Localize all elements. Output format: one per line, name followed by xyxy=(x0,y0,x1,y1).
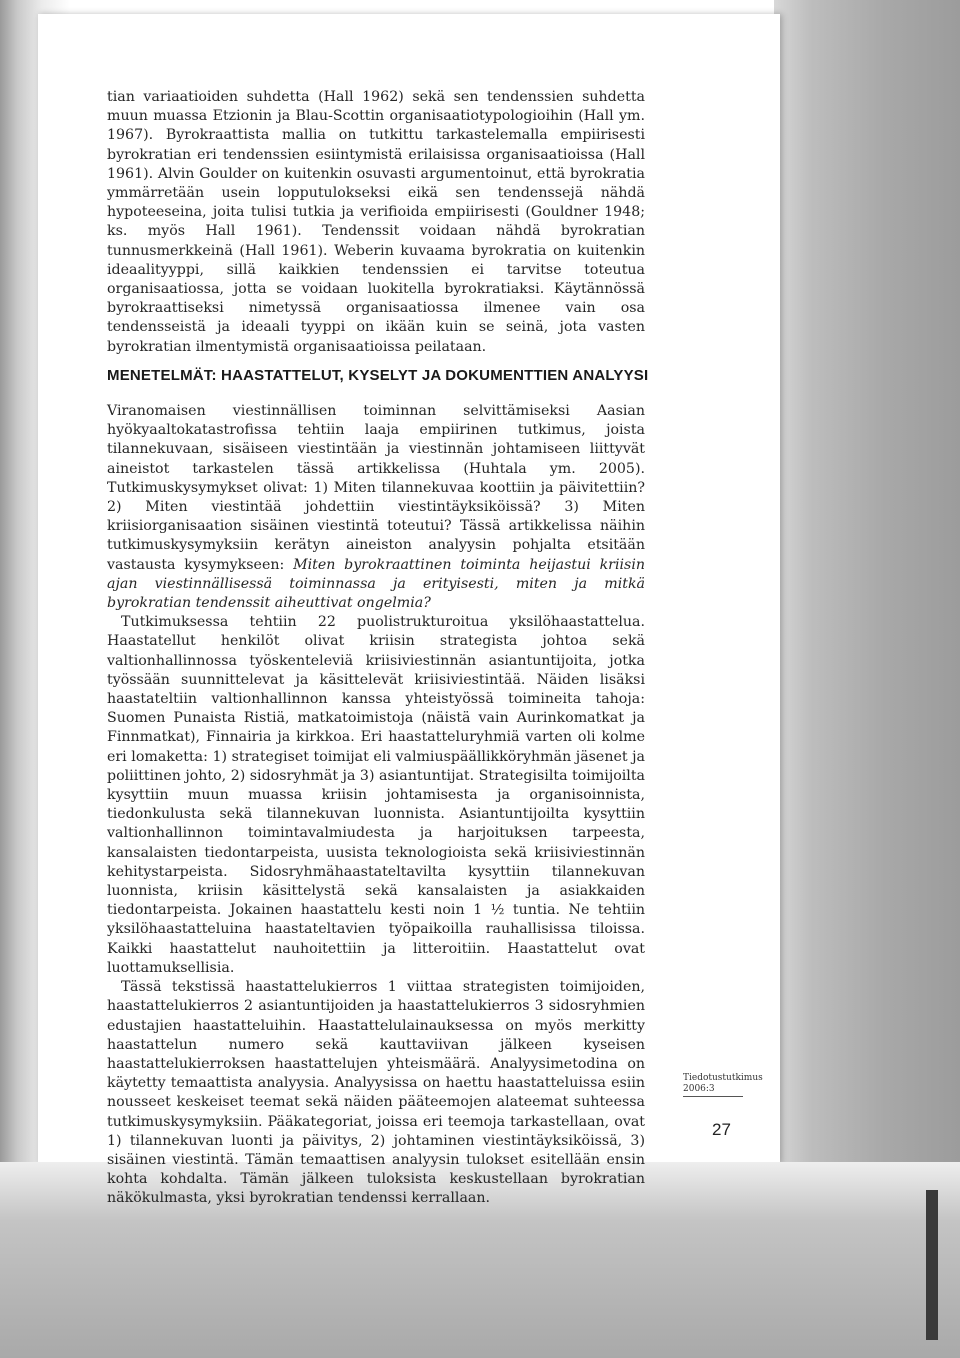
methods-section xyxy=(107,402,645,1209)
methods-paragraph-1 xyxy=(107,402,645,613)
methods-paragraph-2: Tutkimuksessa tehtiin 22 puolistrukturoitua yksilöhaastattelua. Haastatellut henkilöt olivat kriisin strategista johtoa sekä valtionhallinnossa työskenteleviä kriisiviestinnän asiantuntijoita, jotka työssään suunnittelevat ja käsittelevät kriisiviestintää. Näiden lisäksi haastateltiin valtionhallinnon kanssa yhteistyössä toimineita tahoja: Suomen Punaista Ristiä, matkatoimistoja (näistä vain Aurinkomatkat ja Finnmatkat), Finnairia ja kirkkoa. Eri haastatteluryhmiä varten oli kolme eri lomaketta: 1) strategiset toimijat eli valmiuspäällikköryhmän jäsenet ja poliittinen johto, 2) sidosryhmät ja 3) asiantuntijat. Strategisilta toimijoilta kysyttiin muun muassa kriisin johtamisesta ja organisoinnista, tiedonkulusta sekä tilannekuvan luonnista. Asiantuntijoilta kysyttiin valtionhallinnon toimintavalmiudesta ja harjoituksen tarpeesta, kansalaisten tiedontarpeista, uusista teknologioista sekä kriisiviestinnän kehitystarpeista. Sidosryhmähaastateltavilta kysyttiin tilannekuvan luonnista, kriisin käsittelystä sekä kansalaisten ja asiakkaiden tiedontarpeista. Jokainen haastattelu kesti noin 1 ½ tuntia. Ne tehtiin yksilöhaastatteluina haastateltavien työpaikoilla rauhallisissa tiloissa. Kaikki haastattelut nauhoitettiin ja litteroitiin. Haastattelut ovat luottamuksellisia. xyxy=(107,614,646,976)
methods-paragraph-1-text: Viranomaisen viestinnällisen toiminnan selvittämiseksi Aasian hyökyaaltokatastrofissa tehtiin laaja empiirinen tutkimus, joista tilannekuvaan, sisäiseen viestintään ja viestinnän johtamiseen liittyvät aineistot tarkastelen tässä artikkelissa (Huhtala ym. 2005). Tutkimuskysymykset olivat: 1) Miten tilannekuvaa koottiin ja päivitettiin? 2) Miten viestintää johdettiin viestintäyksiköissä? 3) Miten kriisiorganisaation sisäinen viestintä toteutui? Tässä artikkelissa näihin tutkimuskysymyksiin kerätyn aineiston analyysin pohjalta etsitään vastausta kysymykseen: xyxy=(107,403,645,573)
methods-paragraph-3: Tässä tekstissä haastattelukierros 1 viittaa strategisten toimijoiden, haastattelukierros 2 asiantuntijoiden ja haastattelukierros 3 sidosryhmien edustajien haastatteluihin. Haastattelulainauksessa on myös merkitty haastattelun numero sekä kauttaviivan jälkeen kyseisen haastattelukierroksen haastattelujen yhteismäärä. Analyysimetodina on käytetty temaattista analyysia. Analyysissa on haettu haastatteluissa esiin nousseet keskeiset teemat sekä näiden pääteemojen alateemat suhteessa tutkimuskysymyksiin. Pääkategoriat, joissa eri teemoja tarkastellaan, ovat 1) tilannekuvan luonti ja päivitys, 2) johtaminen viestintäyksiköissä, 3) sisäinen viestintä. Tämän temaattisen analyysin tulokset esitellään ensin kohta kohdalta. Tämän jälkeen tuloksista keskustellaan byrokratian näkökulmasta, yksi byrokratian tendenssi kerrallaan. xyxy=(107,979,645,1207)
journal-rule xyxy=(683,1096,743,1097)
section-heading: MENETELMÄT: HAASTATTELUT, KYSELYT JA DOKUMENTTIEN ANALYYSI xyxy=(107,367,649,384)
journal-footer xyxy=(683,1073,783,1097)
scan-binding-mark xyxy=(926,1190,938,1340)
intro-block xyxy=(107,88,645,357)
page-number: 27 xyxy=(712,1120,731,1139)
scan-right-edge xyxy=(774,0,960,1358)
journal-issue: 2006:3 xyxy=(683,1084,715,1094)
research-question: Miten byrokraattinen toiminta heijastui kriisin ajan viestinnällisessä toiminnassa ja erityisesti, miten ja mitkä byrokratian tendenssit aiheuttivat ongelmia? xyxy=(107,556,645,612)
intro-paragraph: tian variaatioiden suhdetta (Hall 1962) sekä sen tendenssien suhdetta muun muassa Etzionin ja Blau-Scottin organisaatiotypologioihin (Hall ym. 1967). Byrokraattista mallia on tutkittu tarkastelemalla empiirisesti byrokratian eri tendenssien esiintymistä erilaisissa organisaatioissa (Hall 1961). Alvin Goulder on kuitenkin osuvasti argumentoinut, että byrokratia ymmärretään usein lopputulokseksi eikä sen tendenssejä nähdä hypoteeseina, joita tulisi tutkia ja verifioida empiirisesti (Gouldner 1948; ks. myös Hall 1961). Tendenssit voidaan nähdä byrokratian tunnusmerkkeinä (Hall 1961). Weberin kuvaama byrokratia on kuitenkin ideaalityyppi, sillä kaikkien tendenssien ei tarvitse toteutua organisaatiossa, jotta se voidaan luokitella byrokratiaksi. Käytännössä byrokraattiseksi nimetyssä organisaatiossa ilmenee vain osa tendensseistä ja ideaali tyyppi on ikään kuin se seinä, jota vasten byrokratian ilmentymistä organisaatioissa peilataan. xyxy=(107,89,645,355)
journal-name: Tiedotustutkimus xyxy=(683,1073,763,1083)
